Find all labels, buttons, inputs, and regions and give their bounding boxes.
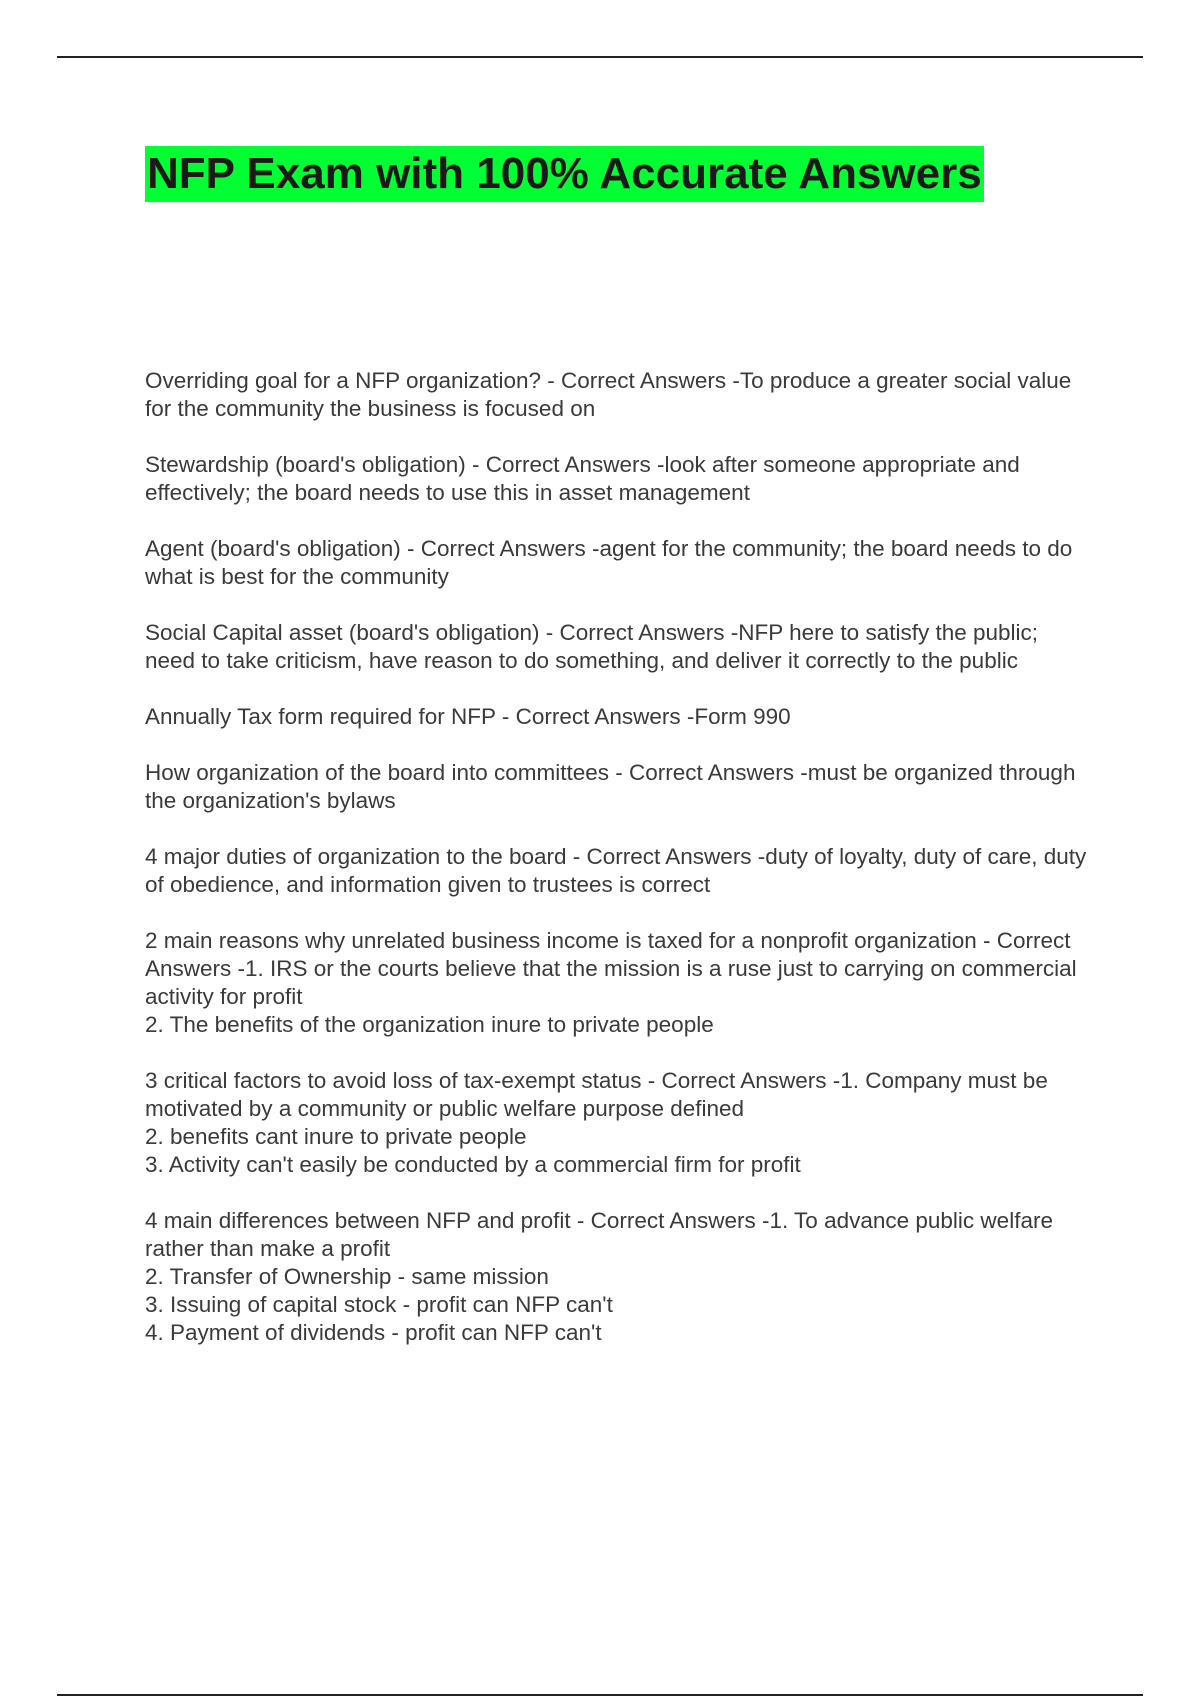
qa-answer-line: 3. Activity can't easily be conducted by a commercial firm for profit bbox=[145, 1152, 801, 1177]
qa-item bbox=[145, 451, 1090, 507]
qa-answer-line: 3. Issuing of capital stock - profit can NFP can't bbox=[145, 1292, 613, 1317]
top-divider bbox=[57, 56, 1143, 58]
qa-question-answer: 4 major duties of organization to the board - Correct Answers -duty of loyalty, duty of care, duty of obedience, and information given to trustees is correct bbox=[145, 844, 1087, 897]
qa-question-answer: 2 main reasons why unrelated business income is taxed for a nonprofit organization - Correct Answers -1. IRS or the courts believe that the mission is a ruse just to carrying on commercial activity for profit bbox=[145, 928, 1077, 1009]
qa-answer-line: 2. The benefits of the organization inure to private people bbox=[145, 1012, 714, 1037]
qa-item bbox=[145, 1067, 1090, 1179]
qa-question-answer: How organization of the board into committees - Correct Answers -must be organized through the organization's bylaws bbox=[145, 760, 1076, 813]
qa-item bbox=[145, 619, 1090, 675]
qa-question-answer: Overriding goal for a NFP organization? - Correct Answers -To produce a greater social value for the community the business is focused on bbox=[145, 368, 1072, 421]
qa-item bbox=[145, 759, 1090, 815]
qa-question-answer: 4 main differences between NFP and profit - Correct Answers -1. To advance public welfare rather than make a profit bbox=[145, 1208, 1053, 1261]
bottom-divider bbox=[57, 1694, 1143, 1696]
document-title: NFP Exam with 100% Accurate Answers bbox=[145, 146, 984, 202]
qa-answer-line: 2. Transfer of Ownership - same mission bbox=[145, 1264, 549, 1289]
qa-question-answer: 3 critical factors to avoid loss of tax-exempt status - Correct Answers -1. Company must be motivated by a community or public welfare purpose defined bbox=[145, 1068, 1048, 1121]
qa-item bbox=[145, 367, 1090, 423]
qa-answer-line: 4. Payment of dividends - profit can NFP can't bbox=[145, 1320, 602, 1345]
qa-item bbox=[145, 927, 1090, 1039]
qa-answer-line: 2. benefits cant inure to private people bbox=[145, 1124, 527, 1149]
qa-item bbox=[145, 703, 1090, 731]
qa-item bbox=[145, 535, 1090, 591]
qa-question-answer: Annually Tax form required for NFP - Correct Answers -Form 990 bbox=[145, 704, 791, 729]
qa-item bbox=[145, 843, 1090, 899]
qa-question-answer: Agent (board's obligation) - Correct Answers -agent for the community; the board needs to do what is best for the community bbox=[145, 536, 1073, 589]
qa-question-answer: Stewardship (board's obligation) - Correct Answers -look after someone appropriate and effectively; the board needs to use this in asset management bbox=[145, 452, 1020, 505]
qa-question-answer: Social Capital asset (board's obligation) - Correct Answers -NFP here to satisfy the public; need to take criticism, have reason to do something, and deliver it correctly to the public bbox=[145, 620, 1039, 673]
title-block bbox=[145, 146, 984, 202]
qa-item bbox=[145, 1207, 1090, 1347]
qa-list bbox=[145, 367, 1090, 1375]
